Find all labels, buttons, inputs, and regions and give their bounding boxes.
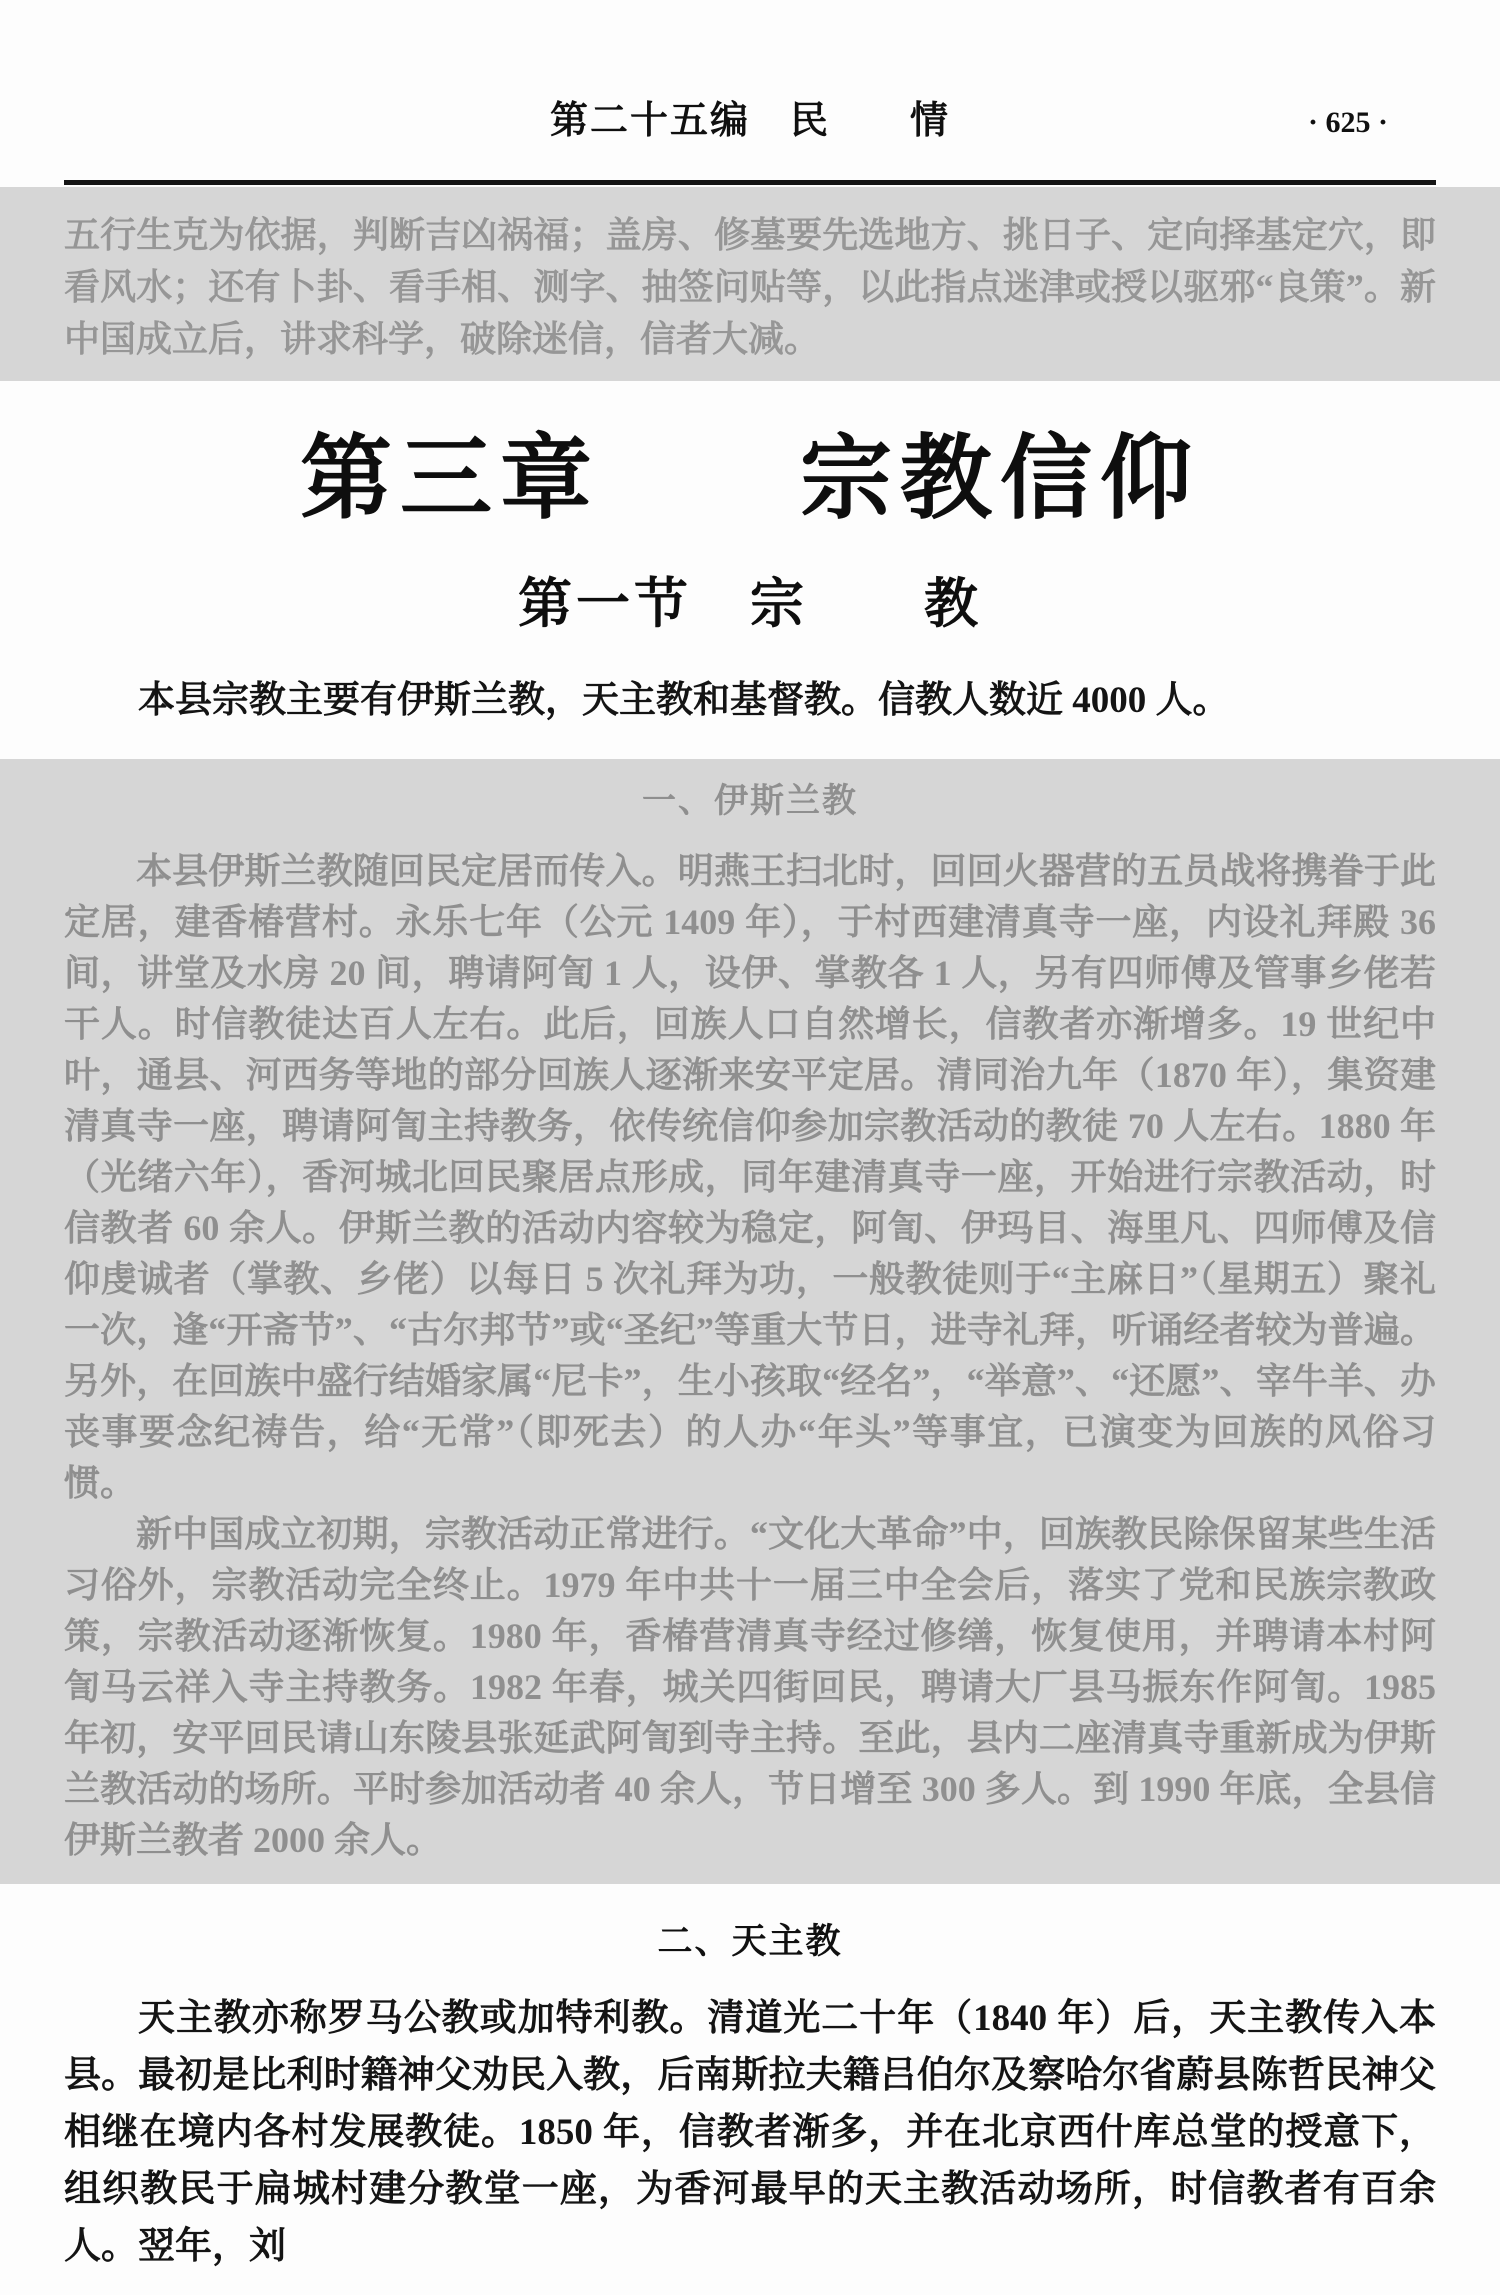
page-header [0,0,1500,144]
section-intro-paragraph: 本县宗教主要有伊斯兰教，天主教和基督教。信教人数近 4000 人。 [138,679,1230,721]
catholic-paragraph-1: 天主教亦称罗马公教或加特利教。清道光二十年（1840 年）后，天主教传入本县。最初是比利时籍神父劝民入教，后南斯拉夫籍吕伯尔及察哈尔省蔚县陈哲民神父相继在境内各村发展教徒。1850 年，信教者渐多，并在北京西什库总堂的授意下，组织教民于扁城村建分教堂一座，为香河最早的天主教活动场所，时信教者有百余人。翌年，刘 [64,1997,1436,2267]
catholic-section [64,1914,1436,2275]
carryover-paragraph: 五行生克为依据，判断吉凶祸福；盖房、修墓要先选地方、挑日子、定向择基定穴，即看风水；还有卜卦、看手相、测字、抽签问贴等，以此指点迷津或授以驱邪“良策”。新中国成立后，讲求科学，破除迷信，信者大减。 [64,215,1436,359]
carryover-band [0,187,1500,381]
section-title: 第一节 宗 教 [518,573,982,634]
header-rule [64,180,1436,185]
islam-section-band [0,759,1500,1884]
running-head: 第二十五编 民 情 [549,100,950,142]
page-number: · 625 · [1307,106,1388,139]
chapter-title: 第三章 宗教信仰 [299,428,1200,530]
islam-subheading: 一、伊斯兰教 [642,782,858,820]
islam-paragraph-1: 本县伊斯兰教随回民定居而传入。明燕王扫北时，回回火器营的五员战将携眷于此定居，建香椿营村。永乐七年（公元 1409 年），于村西建清真寺一座，内设礼拜殿 36 间，讲堂及水房 20 间，聘请阿訇 1 人，设伊、掌教各 1 人，另有四师傅及管事乡佬若干人。时信教徒达百人左右。此后，回族人口自然增长，信教者亦渐增多。19 世纪中叶，通县、河西务等地的部分回族人逐渐来安平定居。清同治九年（1870 年），集资建清真寺一座，聘请阿訇主持教务，依传统信仰参加宗教活动的教徒 70 人左右。1880 年（光绪六年），香河城北回民聚居点形成，同年建清真寺一座，开始进行宗教活动，时信教者 60 余人。伊斯兰教的活动内容较为稳定，阿訇、伊玛目、海里凡、四师傅及信仰虔诚者（掌教、乡佬）以每日 5 次礼拜为功，一般教徒则于“主麻日”（星期五）聚礼一次，逢“开斋节”、“古尔邦节”或“圣纪”等重大节日，进寺礼拜，听诵经者较为普遍。另外，在回族中盛行结婚家属“尼卡”，生小孩取“经名”，“举意”、“还愿”、宰牛羊、办丧事要念纪祷告，给“无常”（即死去）的人办“年头”等事宜，已演变为回族的风俗习惯。 [64,850,1436,1503]
islam-paragraph-2: 新中国成立初期，宗教活动正常进行。“文化大革命”中，回族教民除保留某些生活习俗外，宗教活动完全终止。1979 年中共十一届三中全会后，落实了党和民族宗教政策，宗教活动逐渐恢复。1980 年，香椿营清真寺经过修缮，恢复使用，并聘请本村阿訇马云祥入寺主持教务。1982 年春，城关四街回民，聘请大厂县马振东作阿訇。1985 年初，安平回民请山东陵县张延武阿訇到寺主持。至此，县内二座清真寺重新成为伊斯兰教活动的场所。平时参加活动者 40 余人，节日增至 300 多人。到 1990 年底，全县信伊斯兰教者 2000 余人。 [64,1513,1436,1860]
catholic-subheading: 二、天主教 [657,1921,843,1961]
